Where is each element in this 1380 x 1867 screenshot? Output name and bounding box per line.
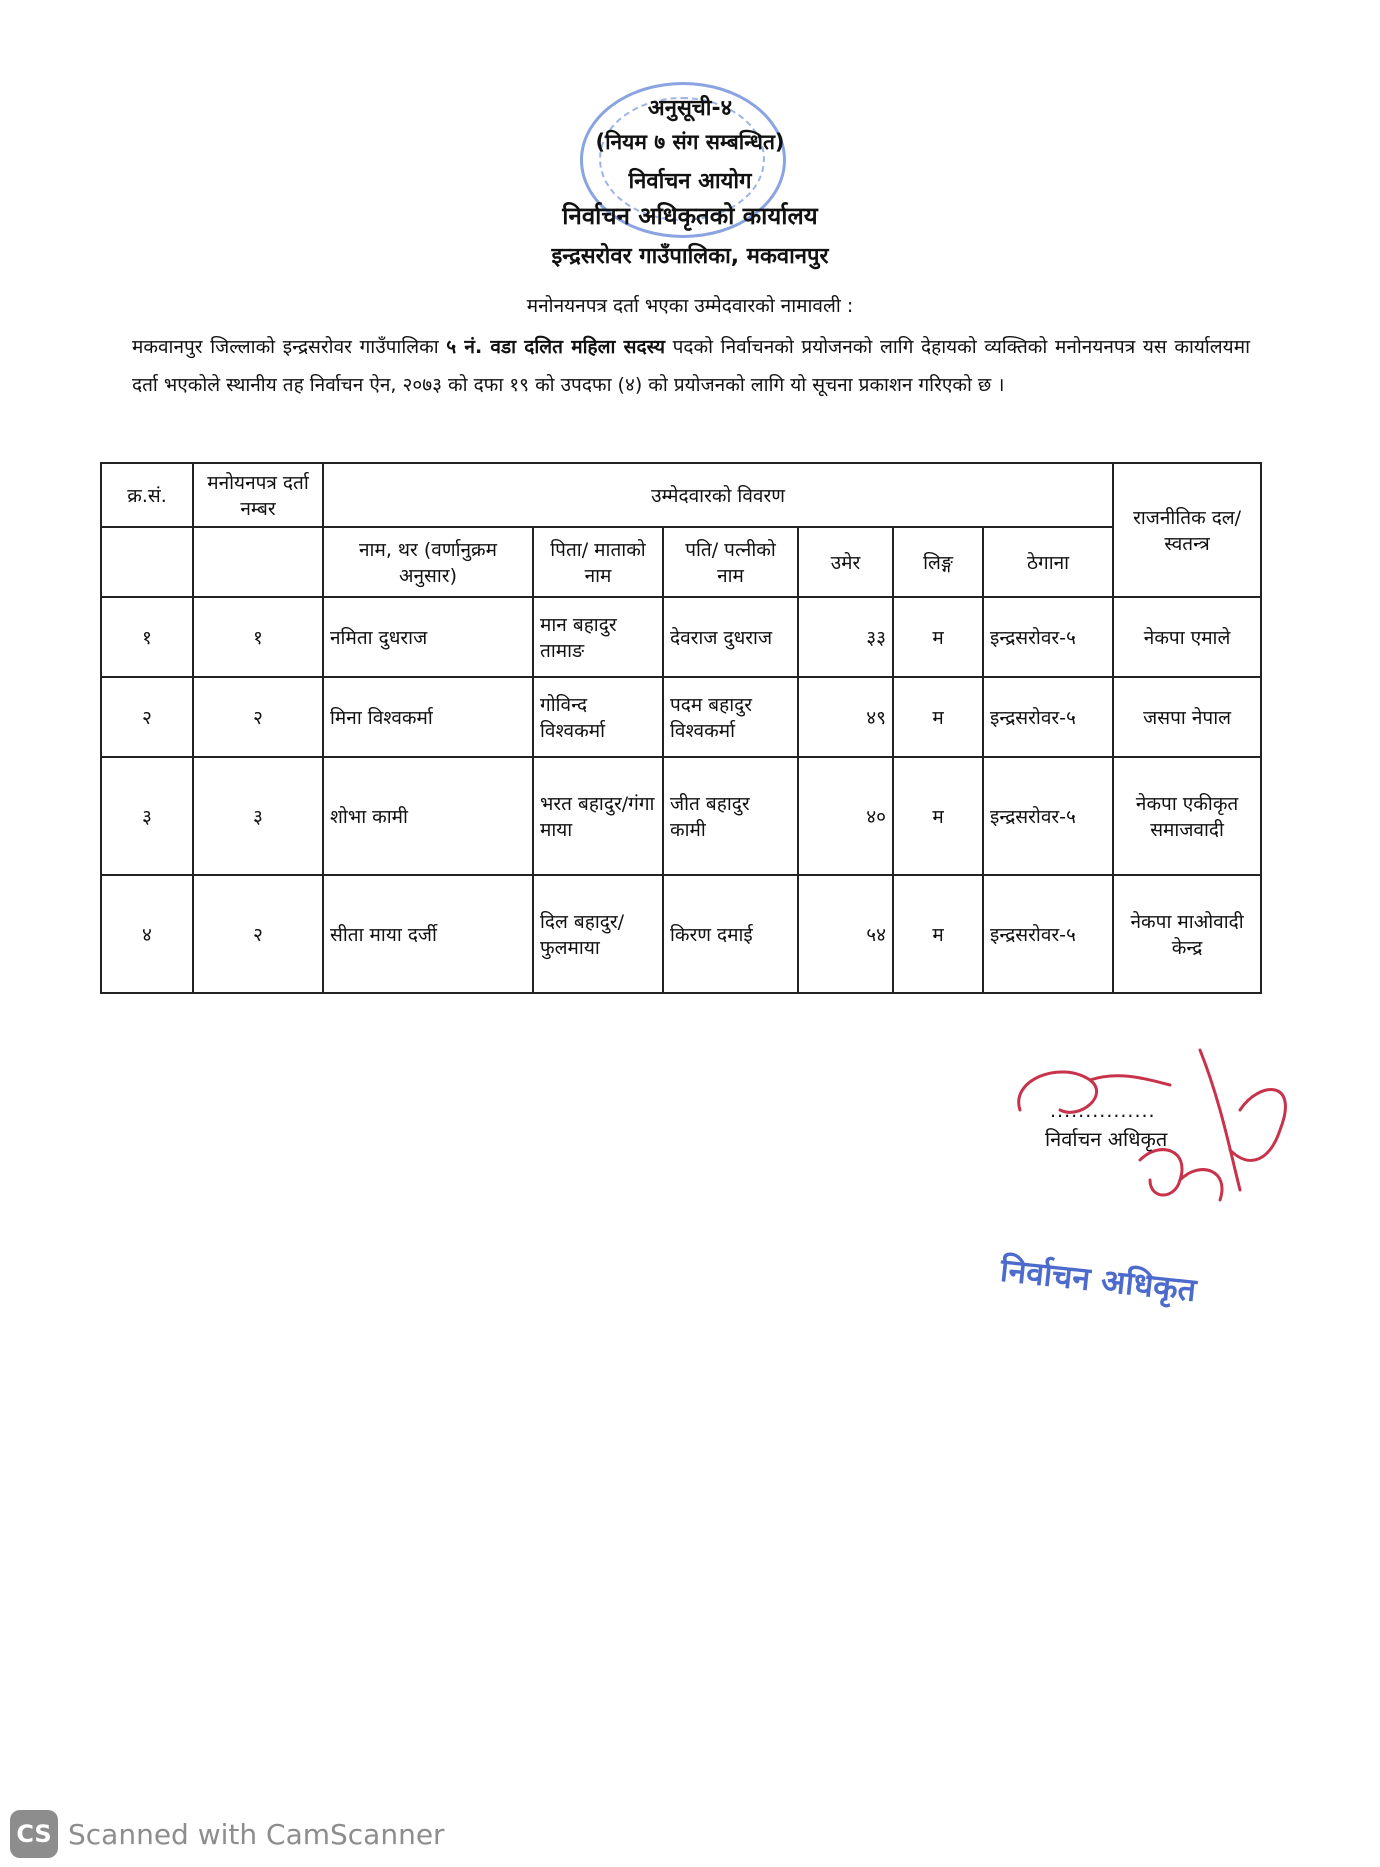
cell-name: मिना विश्वकर्मा bbox=[323, 677, 533, 757]
officer-stamp: निर्वाचन अधिकृत bbox=[998, 1250, 1198, 1310]
cell-parent: दिल बहादुर/ फुलमाया bbox=[533, 875, 663, 993]
cell-spouse: जीत बहादुर कामी bbox=[663, 757, 798, 875]
notice-body-part2: पदको निर्वाचनको प्रयोजनको लागि देहायको व्यक्तिको मनोनयनपत्र यस कार्यालयमा दर्ता भएकोले स्थानीय तह निर्वाचन ऐन, २०७३ को दफा १९ को उपदफा (४) को प्रयोजनको लागि यो सूचना प्रकाशन गरिएको छ । bbox=[132, 336, 1250, 396]
cell-gender: म bbox=[893, 597, 983, 677]
cell-name: नमिता दुधराज bbox=[323, 597, 533, 677]
cell-address: इन्द्रसरोवर-५ bbox=[983, 597, 1113, 677]
cell-address: इन्द्रसरोवर-५ bbox=[983, 875, 1113, 993]
header-serial: क्र.सं. bbox=[101, 463, 193, 527]
header-gender: लिङ्ग bbox=[893, 527, 983, 597]
cell-party: नेकपा एकीकृत समाजवादी bbox=[1113, 757, 1261, 875]
signature-label: निर्वाचन अधिकृत bbox=[1045, 1127, 1168, 1151]
cell-age: ३३ bbox=[798, 597, 893, 677]
candidate-table bbox=[100, 462, 1262, 994]
cell-reg-no: २ bbox=[193, 677, 323, 757]
table-row bbox=[101, 597, 1261, 677]
table-row bbox=[101, 875, 1261, 993]
office-location: इन्द्रसरोवर गाउँपालिका, मकवानपुर bbox=[551, 244, 829, 269]
cell-age: ४० bbox=[798, 757, 893, 875]
header-name: नाम, थर (वर्णानुक्रम अनुसार) bbox=[323, 527, 533, 597]
schedule-title: अनुसूची-४ bbox=[647, 96, 733, 121]
cell-gender: म bbox=[893, 757, 983, 875]
camscanner-watermark bbox=[10, 1810, 445, 1858]
cell-name: शोभा कामी bbox=[323, 757, 533, 875]
header-parent: पिता/ माताको नाम bbox=[533, 527, 663, 597]
header-address: ठेगाना bbox=[983, 527, 1113, 597]
table-row bbox=[101, 677, 1261, 757]
cell-reg-no: १ bbox=[193, 597, 323, 677]
table-subheader-row bbox=[101, 527, 1261, 597]
cell-spouse: पदम बहादुर विश्वकर्मा bbox=[663, 677, 798, 757]
cell-name: सीता माया दर्जी bbox=[323, 875, 533, 993]
header-party: राजनीतिक दल/स्वतन्त्र bbox=[1113, 463, 1261, 597]
cell-serial: १ bbox=[101, 597, 193, 677]
cell-party: नेकपा माओवादी केन्द्र bbox=[1113, 875, 1261, 993]
header-spouse: पति/ पत्नीको नाम bbox=[663, 527, 798, 597]
cell-party: नेकपा एमाले bbox=[1113, 597, 1261, 677]
header-serial-blank bbox=[101, 527, 193, 597]
cell-serial: ३ bbox=[101, 757, 193, 875]
cell-gender: म bbox=[893, 677, 983, 757]
camscanner-text: Scanned with CamScanner bbox=[68, 1817, 445, 1851]
cell-age: ५४ bbox=[798, 875, 893, 993]
cell-parent: गोविन्द विश्वकर्मा bbox=[533, 677, 663, 757]
cell-serial: २ bbox=[101, 677, 193, 757]
cell-address: इन्द्रसरोवर-५ bbox=[983, 757, 1113, 875]
header-age: उमेर bbox=[798, 527, 893, 597]
commission-name: निर्वाचन आयोग bbox=[628, 169, 752, 194]
cell-parent: भरत बहादुर/गंगा माया bbox=[533, 757, 663, 875]
cell-gender: म bbox=[893, 875, 983, 993]
table-header-row bbox=[101, 463, 1261, 527]
notice-body-bold: ५ नं. वडा दलित महिला सदस्य bbox=[446, 336, 665, 358]
signature-dots: ............... bbox=[1050, 1100, 1156, 1122]
cell-serial: ४ bbox=[101, 875, 193, 993]
header-details: उम्मेदवारको विवरण bbox=[323, 463, 1113, 527]
cell-spouse: किरण दमाई bbox=[663, 875, 798, 993]
office-name: निर्वाचन अधिकृतको कार्यालय bbox=[562, 202, 818, 230]
notice-body bbox=[132, 328, 1250, 404]
notice-intro: मनोनयनपत्र दर्ता भएका उम्मेदवारको नामावली : bbox=[526, 295, 854, 317]
cell-age: ४९ bbox=[798, 677, 893, 757]
header-reg-no: मनोयनपत्र दर्ता नम्बर bbox=[193, 463, 323, 527]
rule-reference: (नियम ७ संग सम्बन्धित) bbox=[595, 130, 785, 154]
notice-body-part1: मकवानपुर जिल्लाको इन्द्रसरोवर गाउँपालिका bbox=[132, 336, 447, 358]
cell-address: इन्द्रसरोवर-५ bbox=[983, 677, 1113, 757]
cell-party: जसपा नेपाल bbox=[1113, 677, 1261, 757]
cell-reg-no: ३ bbox=[193, 757, 323, 875]
header-reg-blank bbox=[193, 527, 323, 597]
cell-spouse: देवराज दुधराज bbox=[663, 597, 798, 677]
cell-reg-no: २ bbox=[193, 875, 323, 993]
camscanner-logo-icon: CS bbox=[10, 1810, 58, 1858]
table-row bbox=[101, 757, 1261, 875]
cell-parent: मान बहादुर तामाङ bbox=[533, 597, 663, 677]
